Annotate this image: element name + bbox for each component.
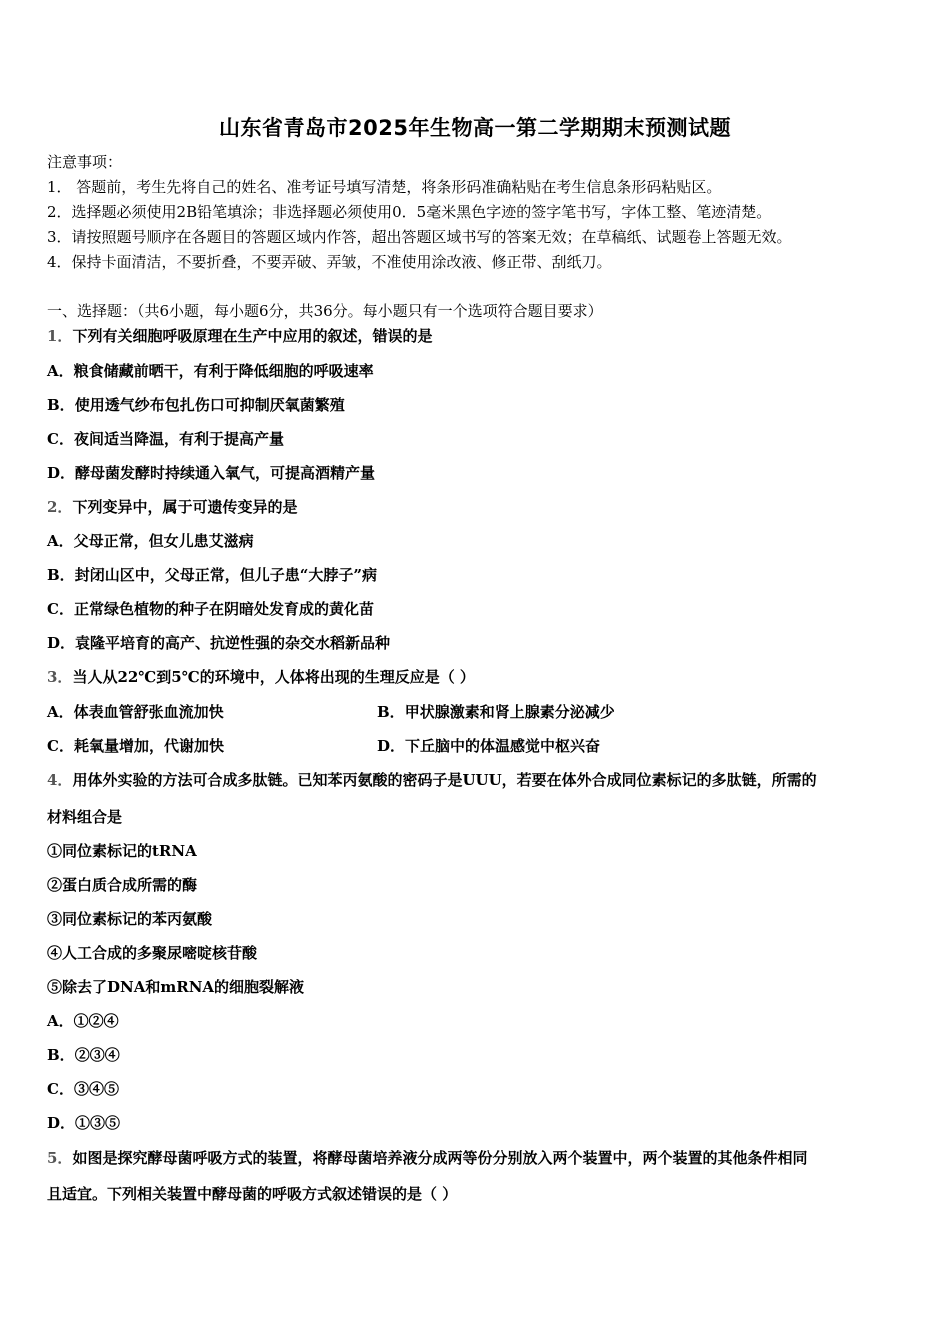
question-4-stem: 4．用体外实验的方法可合成多肽链。已知苯丙氨酸的密码子是UUU，若要在体外合成同位素标记的多肽链，所需的 [47,771,817,789]
notice-item: 4．保持卡面清洁，不要折叠，不要弄破、弄皱，不准使用涂改液、修正带、刮纸刀。 [47,253,612,271]
q4-material-item: ②蛋白质合成所需的酶 [47,876,198,894]
notice-item: 1． 答题前，考生先将自己的姓名、准考证号填写清楚，将条形码准确粘贴在考生信息条形码粘贴区。 [47,178,722,196]
question-number: 1． [47,327,73,345]
page-title: 山东省青岛市2025年生物高一第二学期期末预测试题 [219,116,731,140]
question-5-stem: 5．如图是探究酵母菌呼吸方式的装置，将酵母菌培养液分成两等份分别放入两个装置中，两个装置的其他条件相同 [47,1149,808,1167]
q3-option-a: A．体表血管舒张血流加快 [47,703,224,721]
q3-option-c: C．耗氧量增加，代谢加快 [47,737,224,755]
q2-option-d: D．袁隆平培育的高产、抗逆性强的杂交水稻新品种 [47,634,391,652]
question-2-stem: 2．下列变异中，属于可遗传变异的是 [47,498,298,516]
q3-option-b: B．甲状腺激素和肾上腺素分泌减少 [377,703,615,721]
notice-item: 2．选择题必须使用2B铅笔填涂；非选择题必须使用0．5毫米黑色字迹的签字笔书写，字体工整、笔迹清楚。 [47,203,772,221]
question-number: 3． [47,668,73,686]
q1-option-a: A．粮食储藏前晒干，有利于降低细胞的呼吸速率 [47,362,374,380]
q2-option-c: C．正常绿色植物的种子在阴暗处发育成的黄化苗 [47,600,374,618]
question-number: 4． [47,771,73,789]
question-number: 2． [47,498,73,516]
q4-material-item: ③同位素标记的苯丙氨酸 [47,910,213,928]
q4-material-item: ⑤除去了DNA和mRNA的细胞裂解液 [47,978,305,996]
q4-option-b: B．②③④ [47,1046,120,1064]
q4-option-a: A．①②④ [47,1012,119,1030]
q4-material-item: ①同位素标记的tRNA [47,842,197,860]
q4-option-c: C．③④⑤ [47,1080,119,1098]
q2-option-a: A．父母正常，但女儿患艾滋病 [47,532,254,550]
q1-option-c: C．夜间适当降温，有利于提高产量 [47,430,284,448]
q1-option-d: D．酵母菌发酵时持续通入氧气，可提高酒精产量 [47,464,376,482]
question-1-stem: 1．下列有关细胞呼吸原理在生产中应用的叙述，错误的是 [47,327,433,345]
notice-item: 3．请按照题号顺序在各题目的答题区域内作答，超出答题区域书写的答案无效；在草稿纸、试题卷上答题无效。 [47,228,792,246]
q3-option-d: D．下丘脑中的体温感觉中枢兴奋 [377,737,601,755]
question-5-stem-cont: 且适宜。下列相关装置中酵母菌的呼吸方式叙述错误的是（ ） [47,1185,458,1203]
q4-option-d: D．①③⑤ [47,1114,121,1132]
question-number: 5． [47,1149,73,1167]
question-3-stem: 3．当人从22℃到5℃的环境中，人体将出现的生理反应是（ ） [47,668,475,686]
q4-material-item: ④人工合成的多聚尿嘧啶核苷酸 [47,944,258,962]
q2-option-b: B．封闭山区中，父母正常，但儿子患“大脖子”病 [47,566,377,584]
q1-option-b: B．使用透气纱布包扎伤口可抑制厌氧菌繁殖 [47,396,345,414]
section-heading: 一、选择题：（共6小题，每小题6分，共36分。每小题只有一个选项符合题目要求） [47,302,603,320]
notice-heading: 注意事项： [47,153,123,171]
question-4-stem-cont: 材料组合是 [47,808,123,826]
